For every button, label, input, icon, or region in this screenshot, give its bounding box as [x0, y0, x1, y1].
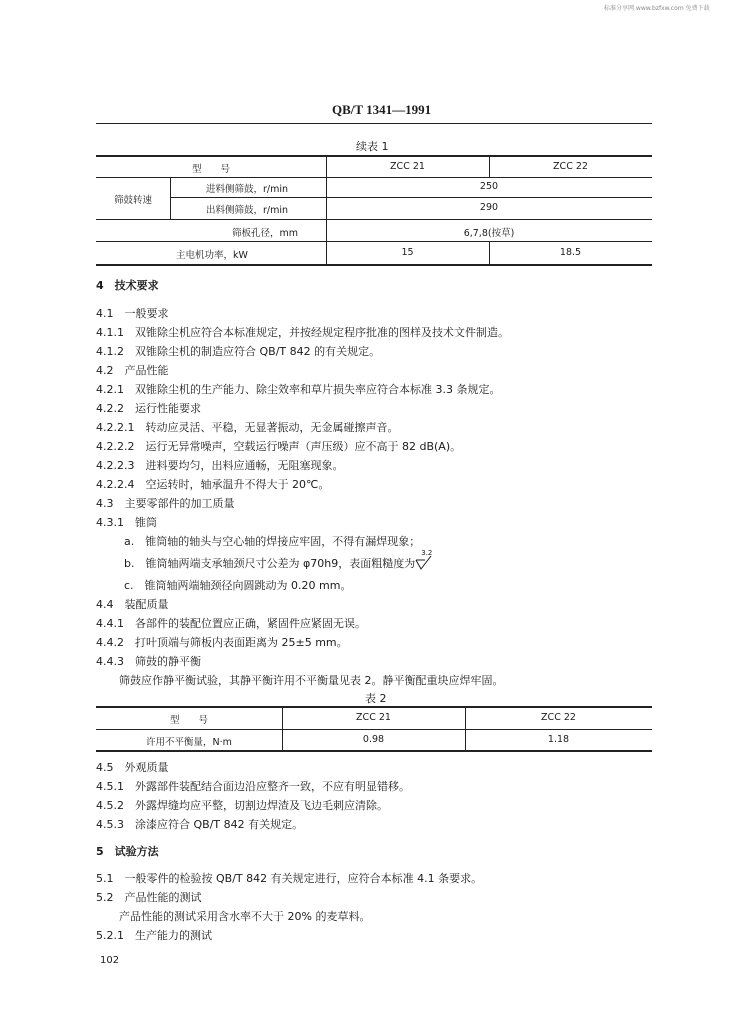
clause: 4.5.3 涂漆应符合 QB/T 842 有关规定。 [96, 818, 304, 831]
clause: 4.2.2.4 空运转时，轴承温升不得大于 20℃。 [96, 478, 330, 491]
surface-roughness-symbol [415, 549, 437, 570]
list-item-text: b. 锥筒轴两端支承轴颈尺寸公差为 φ70h9，表面粗糙度为 [124, 557, 416, 570]
clause: 4.4.2 打叶顶端与筛板内表面距离为 25±5 mm。 [96, 636, 348, 649]
clause: 4.3.1 锥筒 [96, 516, 157, 529]
table1-motor-zcc21: 15 [401, 247, 414, 258]
clause: 4.3 主要零部件的加工质量 [96, 497, 235, 510]
clause: 4.2.2.1 转动应灵活、平稳，无显著振动，无金属碰擦声音。 [96, 421, 399, 434]
list-item: c. 锥筒轴两端轴颈径向圆跳动为 0.20 mm。 [124, 579, 352, 592]
table2-caption: 表 2 [365, 692, 387, 705]
roughness-value: 3.2 [421, 549, 433, 557]
clause: 4.5.2 外露焊缝均应平整，切割边焊渣及飞边毛刺应清除。 [96, 799, 388, 812]
table1-motor-zcc22: 18.5 [559, 247, 582, 258]
standard-number: QB/T 1341—1991 [332, 102, 432, 117]
clause: 4.5 外观质量 [96, 761, 169, 774]
table1-row-label: 进料侧筛鼓，r/min [206, 184, 289, 195]
clause: 5.2.1 生产能力的测试 [96, 929, 212, 942]
clause: 4.2.1 双锥除尘机的生产能力、除尘效率和草片损失率应符合本标准 3.3 条规定。 [96, 383, 501, 396]
paragraph: 产品性能的测试采用含水率不大于 20% 的麦草料。 [119, 910, 371, 923]
table2-header-zcc21: ZCC 21 [356, 712, 391, 723]
table1-header-zcc22: ZCC 22 [553, 161, 588, 172]
clause: 5.1 一般零件的检验按 QB/T 842 有关规定进行，应符合本标准 4.1 条要求。 [96, 872, 483, 885]
table2-row-label: 许用不平衡量，N·m [146, 737, 232, 748]
table2-value-zcc21: 0.98 [362, 734, 385, 745]
watermark: 标准分享网 www.bzfxw.com 免费下载 [604, 5, 710, 12]
clause: 4.2.2.3 进料要均匀，出料应通畅，无阻塞现象。 [96, 459, 344, 472]
clause: 4.2 产品性能 [96, 364, 169, 377]
clause: 4.4.1 各部件的装配位置应正确，紧固件应紧固无误。 [96, 617, 366, 630]
clause: 4.5.1 外露部件装配结合面边沿应整齐一致，不应有明显错移。 [96, 780, 410, 793]
clause: 4.4 装配质量 [96, 598, 169, 611]
clause: 4.4.3 筛鼓的静平衡 [96, 655, 201, 668]
table1-group-label: 筛鼓转速 [113, 195, 152, 206]
section-heading: 4 技术要求 [96, 279, 159, 292]
clause: 4.2.2 运行性能要求 [96, 402, 201, 415]
list-item: a. 锥筒轴的轴头与空心轴的焊接应牢固，不得有漏焊现象； [124, 535, 421, 548]
list-item [124, 549, 437, 571]
table1-header-model: 型 号 [191, 164, 230, 175]
table2-header-model: 型 号 [169, 715, 208, 726]
table1-header-zcc21: ZCC 21 [390, 161, 425, 172]
clause: 4.1.2 双锥除尘机的制造应符合 QB/T 842 的有关规定。 [96, 345, 381, 358]
table2-value-zcc22: 1.18 [547, 734, 570, 745]
paragraph: 筛鼓应作静平衡试验，其静平衡许用不平衡量见表 2。静平衡配重块应焊牢固。 [119, 674, 504, 687]
table1-sieve-label: 筛板孔径，mm [232, 228, 299, 239]
table1-motor-label: 主电机功率，kW [176, 250, 248, 261]
page-number: 102 [100, 955, 120, 966]
clause: 5.2 产品性能的测试 [96, 891, 202, 904]
table1-sieve-value: 6,7,8(按草) [463, 228, 515, 239]
clause: 4.1.1 双锥除尘机应符合本标准规定，并按经规定程序批准的图样及技术文件制造。 [96, 326, 509, 339]
header-rule [96, 123, 652, 124]
section-heading: 5 试验方法 [96, 845, 159, 858]
clause: 4.2.2.2 运行无异常噪声，空载运行噪声（声压级）应不高于 82 dB(A)。 [96, 440, 462, 453]
clause: 4.1 一般要求 [96, 307, 169, 320]
table1-row-label: 出料侧筛鼓，r/min [206, 205, 289, 216]
table1-row-value: 290 [479, 202, 499, 213]
table2-header-zcc22: ZCC 22 [541, 712, 576, 723]
table1-row-value: 250 [479, 181, 499, 192]
table1-caption: 续表 1 [356, 140, 389, 153]
